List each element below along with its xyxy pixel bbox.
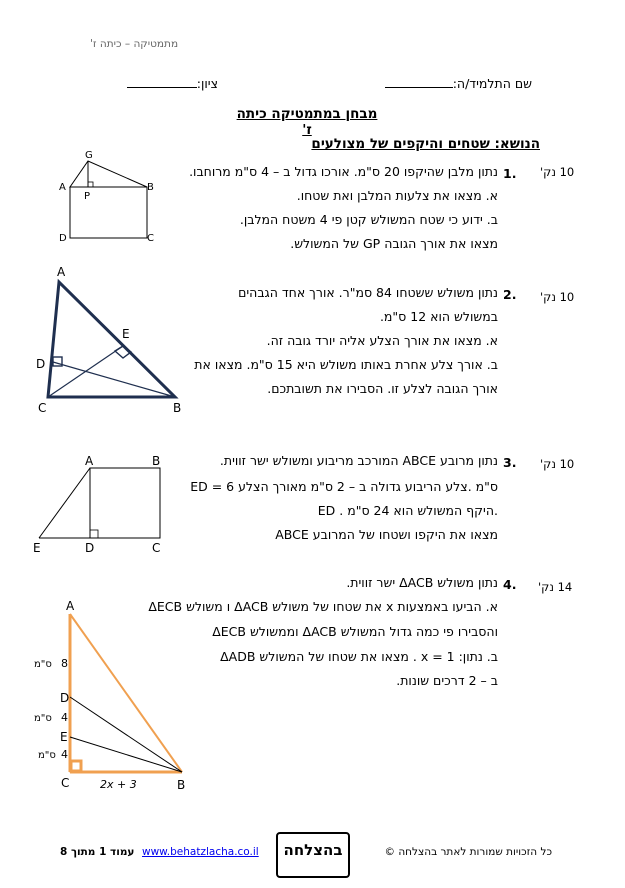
q4-label-cm-2: ס"מ <box>34 713 52 724</box>
q1-label-d: D <box>59 233 67 244</box>
q3-line-4: מצאו את היקפו ושטחו של המרובע ABCE <box>275 527 498 542</box>
q4-label-a: A <box>66 599 75 613</box>
q1-figure <box>55 148 165 248</box>
page-number: עמוד 1 מתוך 8 <box>60 846 135 858</box>
q1-label-a: A <box>59 182 66 193</box>
q4-label-8: 8 <box>61 657 68 670</box>
q4-line-4: ב. נתון: x = 1 . מצאו את שטחו של המשולש ΔADB <box>220 649 498 664</box>
q3-line-1: נתון מרובע ABCE המורכב מריבוע ומשולש ישר זווית. <box>219 453 498 468</box>
q3-number: 3. <box>503 455 517 470</box>
q2-label-d: D <box>36 357 46 371</box>
exam-title: מבחן במתמטיקה כיתה ז' <box>236 106 378 138</box>
q3-figure <box>30 450 180 556</box>
q1-line-1: נתון מלבן שהיקפו 20 ס"מ. אורכו גדול ב – 4 ס"מ מרוחבו. <box>189 164 498 179</box>
q3-label-b: B <box>152 454 161 468</box>
q4-line-2: א. הביעו באמצעות x את שטחו של משולש ΔACB ו משולש ΔECB <box>148 599 498 614</box>
q1-line-3: ב. ידוע כי שטח המשולש קטן פי 4 משטח המלבן. <box>239 212 498 227</box>
topic-title: הנושא: שטחים והיקפים של מצולעים <box>311 136 540 152</box>
grade-field[interactable] <box>108 78 218 91</box>
grade-blank[interactable] <box>127 87 197 88</box>
grade-label: ציון: <box>196 76 218 91</box>
q1-label-c: C <box>147 233 154 244</box>
q4-label-e: E <box>60 730 68 744</box>
q1-points: 10 נק' <box>540 165 575 179</box>
q3-label-d: D <box>85 541 95 555</box>
q4-label-cm-1: ס"מ <box>34 659 52 670</box>
q2-line-3: א. מצאו את אורך הצלע אליה יורד גובה זה. <box>266 333 498 348</box>
q3-label-e: E <box>33 541 41 555</box>
q4-figure <box>28 596 208 796</box>
q4-label-base: 2x + 3 <box>100 778 137 791</box>
site-link[interactable]: www.behatzlacha.co.il <box>142 846 259 858</box>
q4-label-c: C <box>61 776 70 790</box>
q2-number: 2. <box>503 287 517 302</box>
brand-logo <box>276 832 350 878</box>
q1-label-p: P <box>84 191 91 202</box>
q4-number: 4. <box>503 577 517 592</box>
q4-label-d: D <box>60 691 70 705</box>
student-name-blank[interactable] <box>385 87 453 88</box>
q4-label-4a: 4 <box>61 711 68 724</box>
student-name-field[interactable] <box>392 78 532 91</box>
q2-line-2: במשולש הוא 12 ס"מ. <box>379 309 498 324</box>
q4-label-b: B <box>177 778 186 792</box>
q3-line-2: ED = 6 ס"מ .צלע הריבוע גדולה ב – 2 ס"מ מאורך הצלע <box>190 479 498 494</box>
q4-line-5: ב – 2 דרכים שונות. <box>396 673 498 688</box>
q3-points: 10 נק' <box>540 457 575 471</box>
logo-text: בהצלחה <box>283 841 343 859</box>
q4-label-4b: 4 <box>61 748 68 761</box>
q4-line-1: נתון משולש ΔACB ישר זווית. <box>346 575 498 590</box>
q4-line-3: והסבירו פי כמה גדול המשולש ΔACB וממשולש ΔECB <box>212 624 498 639</box>
q4-points: 14 נק' <box>538 580 573 594</box>
student-name-label: שם התלמיד/ה: <box>452 76 532 91</box>
subject-grade-note: מתמטיקה – כיתה ז' <box>90 38 179 50</box>
q1-line-4: מצאו את אורך הגובה GP של המשולש. <box>290 236 498 251</box>
q1-number: 1. <box>503 166 517 181</box>
q1-label-b: B <box>147 182 154 193</box>
q2-label-a: A <box>57 265 66 279</box>
q1-label-g: G <box>85 150 93 161</box>
q2-line-1: נתון משולש ששטחו 84 סמ"ר. אורך אחד הגבהים <box>238 285 498 300</box>
q2-figure <box>30 262 190 418</box>
q2-line-5: אורך הגובה לצלע זו. הסבירו את תשובתכם. <box>267 381 498 396</box>
q2-line-4: ב. אורך צלע אחרת באותו משולש היא 15 ס"מ. מצאו את <box>194 357 498 372</box>
q2-label-c: C <box>38 401 47 415</box>
q3-label-a: A <box>85 454 94 468</box>
copyright-note: כל הזכויות שמורות לאתר בהצלחה © <box>384 846 552 858</box>
q2-label-e: E <box>122 327 130 341</box>
q2-label-b: B <box>173 401 182 415</box>
q3-label-c: C <box>152 541 161 555</box>
q3-line-3: ED . היקף המשולש הוא 24 ס"מ. <box>317 503 498 518</box>
q2-points: 10 נק' <box>540 290 575 304</box>
q1-line-2: א. מצאו את צלעות המלבן ואת שטחו. <box>296 188 498 203</box>
q4-label-cm-3: ס"מ <box>38 750 56 761</box>
